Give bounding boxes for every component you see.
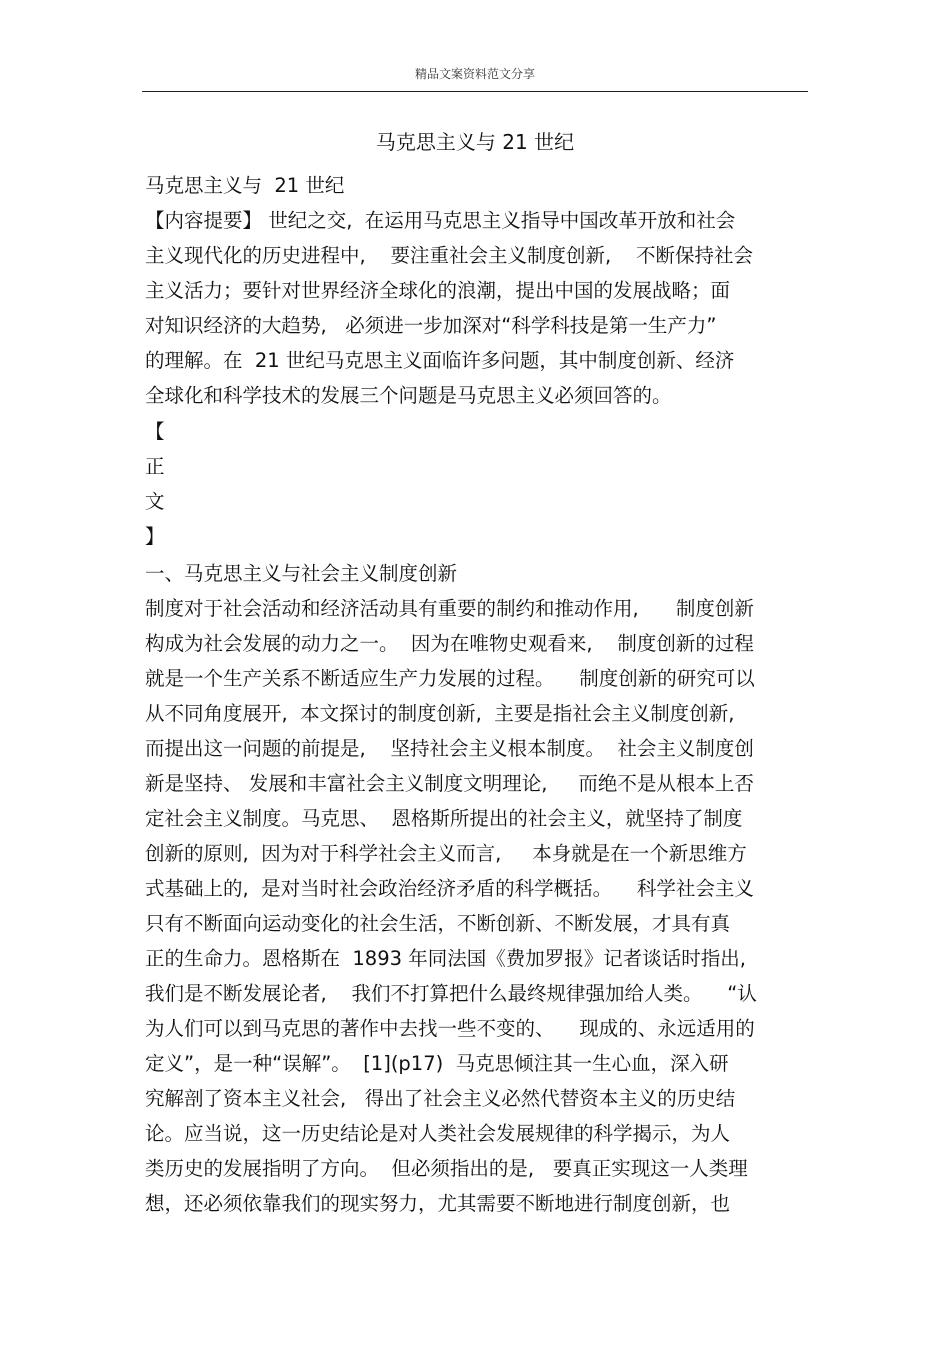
document-title: 马克思主义与 21 世纪 [375, 130, 575, 154]
paragraph-line: 究解剖了资本主义社会, 得出了社会主义必然代替资本主义的历史结 [145, 1087, 736, 1110]
header-divider [142, 91, 808, 92]
paragraph-line: 类历史的发展指明了方向。 但必须指出的是, 要真正实现这一人类理 [145, 1157, 748, 1180]
subtitle-line: 马克思主义与 21 世纪 [145, 174, 345, 197]
abstract-line: 全球化和科学技术的发展三个问题是马克思主义必须回答的。 [145, 384, 672, 407]
paragraph-line: 而提出这一问题的前提是, 坚持社会主义根本制度。 社会主义制度创 [145, 737, 754, 760]
paragraph-line: 定社会主义制度。马克思、 恩格斯所提出的社会主义，就坚持了制度 [145, 807, 743, 830]
paragraph-line: 我们是不断发展论者, 我们不打算把什么最终规律强加给人类。 “认 [145, 982, 757, 1005]
abstract-line: 主义活力；要针对世界经济全球化的浪潮，提出中国的发展战略；面 [145, 279, 731, 302]
paragraph-line: 论。应当说，这一历史结论是对人类社会发展规律的科学揭示，为人 [145, 1122, 731, 1145]
paragraph-line: 新是坚持、 发展和丰富社会主义制度文明理论, 而绝不是从根本上否 [145, 772, 754, 795]
abstract-line: 主义现代化的历史进程中, 要注重社会主义制度创新, 不断保持社会 [145, 244, 753, 267]
paragraph-line: 想，还必须依靠我们的现实努力，尤其需要不断地进行制度创新，也 [145, 1192, 731, 1215]
paragraph-line: 制度对于社会活动和经济活动具有重要的制约和推动作用, 制度创新 [145, 597, 754, 620]
section-heading: 一、马克思主义与社会主义制度创新 [145, 562, 458, 585]
body-heading-bracket-open: 【 [145, 420, 165, 443]
paragraph-line: 正的生命力。恩格斯在 1893 年同法国《费加罗报》记者谈话时指出, [145, 947, 746, 970]
body-heading-char: 正 [145, 455, 165, 478]
paragraph-line: 只有不断面向运动变化的社会生活，不断创新、不断发展，才具有真 [145, 912, 731, 935]
paragraph-line: 就是一个生产关系不断适应生产力发展的过程。 制度创新的研究可以 [145, 667, 755, 690]
paragraph-line: 创新的原则, 因为对于科学社会主义而言, 本身就是在一个新思维方 [145, 842, 747, 865]
abstract-line: 【内容提要】 世纪之交, 在运用马克思主义指导中国改革开放和社会 [145, 209, 736, 232]
paragraph-line: 为人们可以到马克思的著作中去找一些不变的、 现成的、永远适用的 [145, 1017, 755, 1040]
abstract-line: 对知识经济的大趋势, 必须进一步加深对“科学科技是第一生产力” [145, 314, 717, 337]
paragraph-line: 从不同角度展开, 本文探讨的制度创新, 主要是指社会主义制度创新, [145, 702, 735, 725]
paragraph-line: 式基础上的, 是对当时社会政治经济矛盾的科学概括。 科学社会主义 [145, 877, 754, 900]
body-heading-char: 文 [145, 490, 165, 513]
page-header: 精品文案资料范文分享 [414, 67, 535, 81]
body-heading-bracket-close: 】 [145, 525, 165, 548]
paragraph-line: 构成为社会发展的动力之一。 因为在唯物史观看来, 制度创新的过程 [145, 632, 754, 655]
abstract-line: 的理解。在 21 世纪马克思主义面临许多问题，其中制度创新、经济 [145, 349, 735, 372]
paragraph-line: 定义”，是一种“误解”。 [1](p17) 马克思倾注其一生心血，深入研 [145, 1052, 729, 1075]
